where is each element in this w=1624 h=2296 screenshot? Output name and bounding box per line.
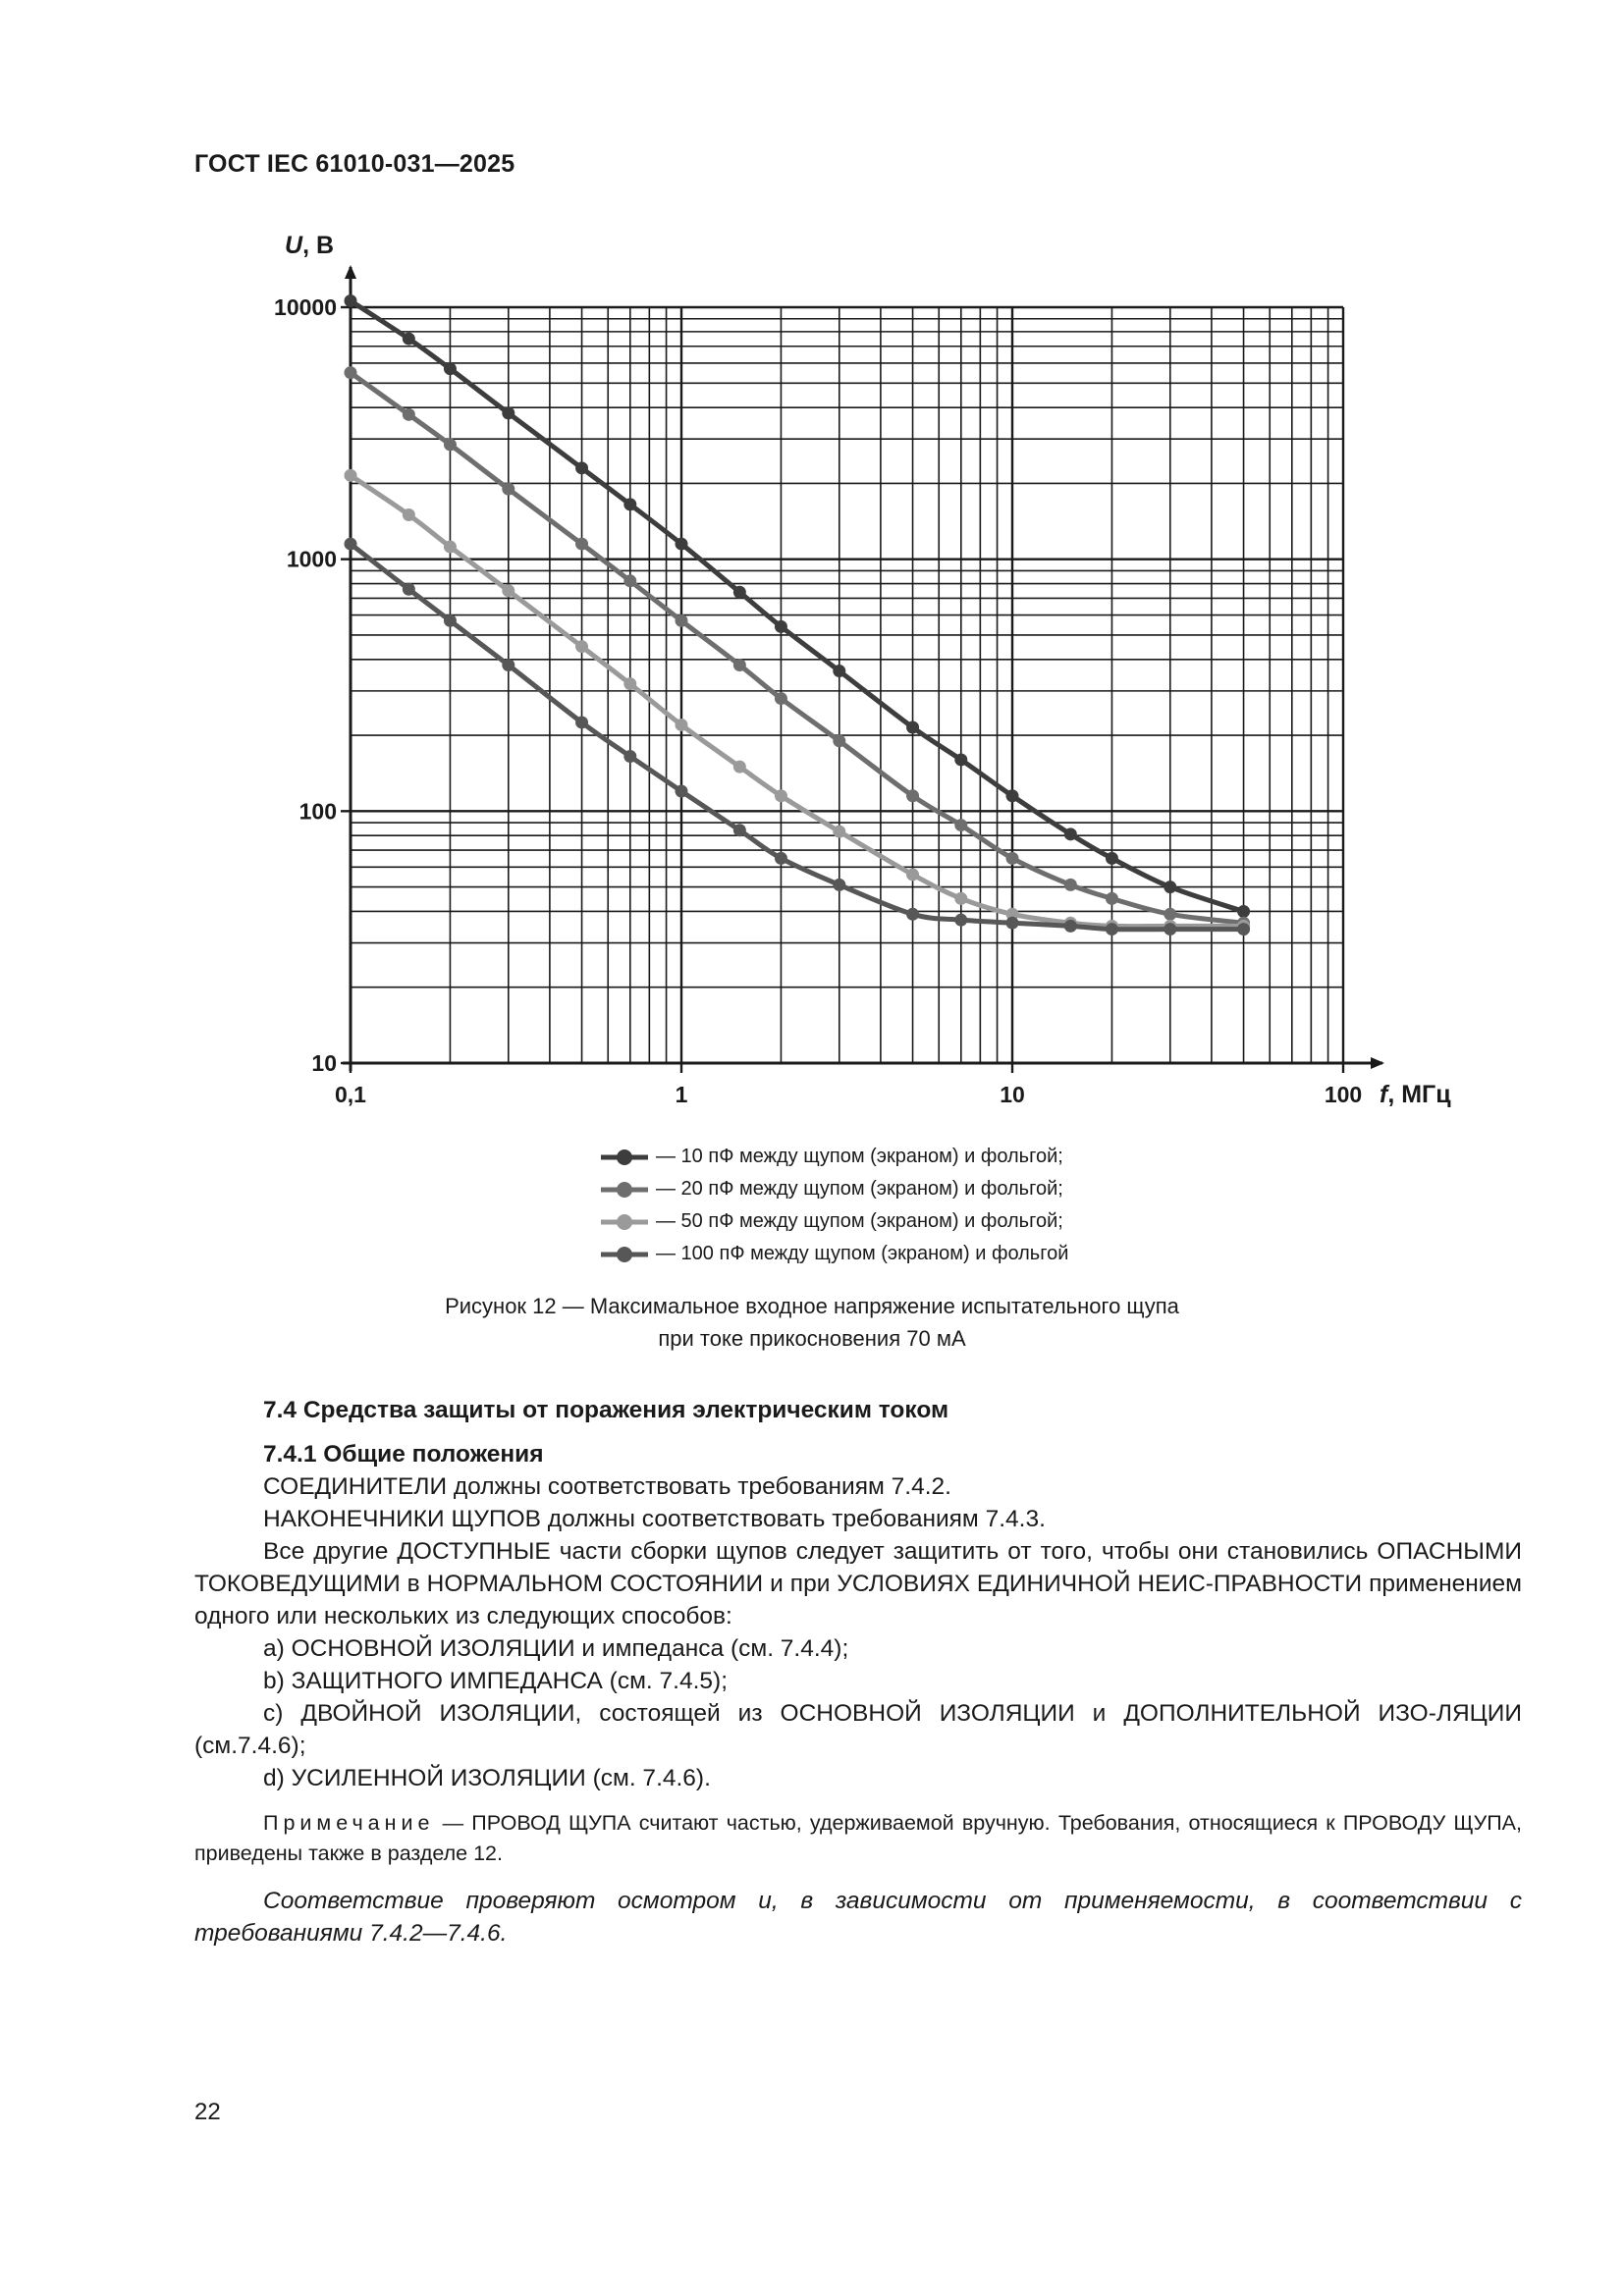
paragraph: Все другие ДОСТУПНЫЕ части сборки щупов следует защитить от того, чтобы они становились ОПАСНЫМИ ТОКОВЕДУЩИМИ в НОРМАЛЬНОМ СОСТОЯНИИ и при УСЛОВИЯХ ЕДИНИЧНОЙ НЕИС-ПРАВНОСТИ применением одного или нескольких из следующих способов: (194, 1538, 1522, 1629)
data-point (906, 721, 919, 734)
data-point (623, 498, 636, 510)
legend-swatch-10pf (599, 1148, 650, 1167)
legend-swatch-100pf (599, 1245, 650, 1264)
data-point (623, 677, 636, 690)
chart-grid (351, 307, 1343, 1063)
page-number: 22 (194, 2099, 221, 2125)
section-body (194, 1394, 1522, 1949)
data-point (1237, 905, 1250, 918)
data-point (733, 824, 746, 836)
data-point (676, 614, 688, 627)
data-point (906, 789, 919, 802)
data-point (733, 586, 746, 599)
x-tick-label: 100 (1324, 1082, 1363, 1107)
figure-caption-line: при токе прикосновения 70 мА (658, 1326, 966, 1351)
figure-caption-line: Рисунок 12 — Максимальное входное напряжение испытательного щупа (445, 1294, 1179, 1318)
figure-caption (295, 1290, 1329, 1355)
list-item: b) ЗАЩИТНОГО ИМПЕДАНСА (см. 7.4.5); (263, 1668, 729, 1694)
data-point (1006, 852, 1019, 865)
paragraph: НАКОНЕЧНИКИ ЩУПОВ должны соответствовать требованиям 7.4.3. (263, 1506, 1046, 1532)
legend-item (599, 1141, 1068, 1173)
data-point (906, 868, 919, 881)
chart-axes (341, 267, 1382, 1073)
note (194, 1808, 1522, 1869)
legend-swatch-50pf (599, 1212, 650, 1232)
legend-label: — 20 пФ между щупом (экраном) и фольгой; (656, 1178, 1063, 1200)
series-line-0 (351, 301, 1244, 912)
data-point (575, 538, 588, 551)
list-item: c) ДВОЙНОЙ ИЗОЛЯЦИИ, состоящей из ОСНОВНОЙ ИЗОЛЯЦИИ и ДОПОЛНИТЕЛЬНОЙ ИЗО-ЛЯЦИИ (см.7.4.6); (194, 1700, 1522, 1759)
data-point (1006, 789, 1019, 802)
data-point (502, 483, 514, 496)
data-point (502, 584, 514, 597)
data-point (906, 908, 919, 921)
data-point (733, 761, 746, 774)
data-point (733, 659, 746, 671)
data-point (775, 692, 787, 705)
x-tick-label: 10 (1000, 1082, 1025, 1107)
data-point (575, 461, 588, 474)
data-point (1106, 892, 1118, 905)
legend-item (599, 1205, 1068, 1238)
note-label: Примечание (263, 1811, 435, 1835)
data-point (345, 366, 357, 379)
data-point (575, 640, 588, 653)
data-point (1006, 917, 1019, 930)
y-tick-label: 10000 (274, 294, 337, 320)
data-point (676, 785, 688, 798)
data-point (833, 734, 845, 747)
legend-label: — 10 пФ между щупом (экраном) и фольгой; (656, 1146, 1063, 1167)
x-tick-label: 1 (675, 1082, 688, 1107)
data-point (833, 879, 845, 891)
data-point (575, 716, 588, 728)
data-point (775, 852, 787, 865)
paragraph: СОЕДИНИТЕЛИ должны соответствовать требованиям 7.4.2. (263, 1473, 951, 1500)
data-point (444, 438, 457, 451)
subsection-title: 7.4.1 Общие положения (263, 1441, 544, 1468)
data-point (623, 574, 636, 587)
data-point (833, 665, 845, 677)
legend-item (599, 1173, 1068, 1205)
data-point (502, 406, 514, 419)
data-point (403, 408, 415, 421)
data-point (676, 538, 688, 551)
data-point (954, 753, 967, 766)
data-point (1164, 908, 1176, 921)
list-item: a) ОСНОВНОЙ ИЗОЛЯЦИИ и импеданса (см. 7.4.4); (263, 1635, 849, 1662)
y-tick-label: 1000 (286, 546, 337, 572)
data-point (1064, 920, 1077, 933)
data-point (345, 469, 357, 482)
data-point (403, 508, 415, 521)
y-axis-label: U, В (285, 232, 335, 259)
legend-label: — 50 пФ между щупом (экраном) и фольгой; (656, 1210, 1063, 1232)
chart-legend (599, 1141, 1068, 1270)
y-tick-label: 10 (311, 1050, 337, 1076)
data-point (1237, 923, 1250, 935)
compliance-check: Соответствие проверяют осмотром и, в зависимости от применяемости, в соответствии с требованиями 7.4.2—7.4.6. (194, 1888, 1522, 1947)
x-tick-label: 0,1 (335, 1082, 366, 1107)
data-point (1164, 881, 1176, 893)
voltage-frequency-chart (0, 0, 1624, 1139)
list-item: d) УСИЛЕННОЙ ИЗОЛЯЦИИ (см. 7.4.6). (263, 1765, 711, 1791)
legend-item (599, 1238, 1068, 1270)
data-point (345, 294, 357, 307)
section-title: 7.4 Средства защиты от поражения электрическим током (263, 1397, 949, 1423)
data-point (403, 333, 415, 346)
data-point (444, 541, 457, 554)
data-point (775, 620, 787, 633)
data-point (1164, 923, 1176, 935)
series-line-3 (351, 544, 1244, 930)
data-point (1064, 879, 1077, 891)
data-point (1064, 828, 1077, 840)
note-text: — ПРОВОД ЩУПА считают частью, удерживаемой вручную. Требования, относящиеся к ПРОВОДУ ЩУПА, приведены также в разделе 12. (194, 1811, 1522, 1865)
data-point (676, 719, 688, 731)
legend-swatch-20pf (599, 1180, 650, 1200)
data-point (775, 789, 787, 802)
data-point (954, 819, 967, 831)
legend-label: — 100 пФ между щупом (экраном) и фольгой (656, 1243, 1069, 1264)
data-point (403, 583, 415, 596)
data-point (954, 892, 967, 905)
data-point (623, 750, 636, 763)
y-tick-label: 100 (298, 798, 337, 825)
data-point (444, 614, 457, 627)
document-header: ГОСТ IEC 61010-031—2025 (194, 150, 515, 178)
data-point (502, 659, 514, 671)
data-point (954, 914, 967, 927)
data-point (345, 538, 357, 551)
data-point (444, 362, 457, 375)
data-point (833, 826, 845, 838)
x-axis-label: f, МГц (1380, 1081, 1451, 1108)
data-point (1106, 852, 1118, 865)
data-point (1106, 923, 1118, 935)
